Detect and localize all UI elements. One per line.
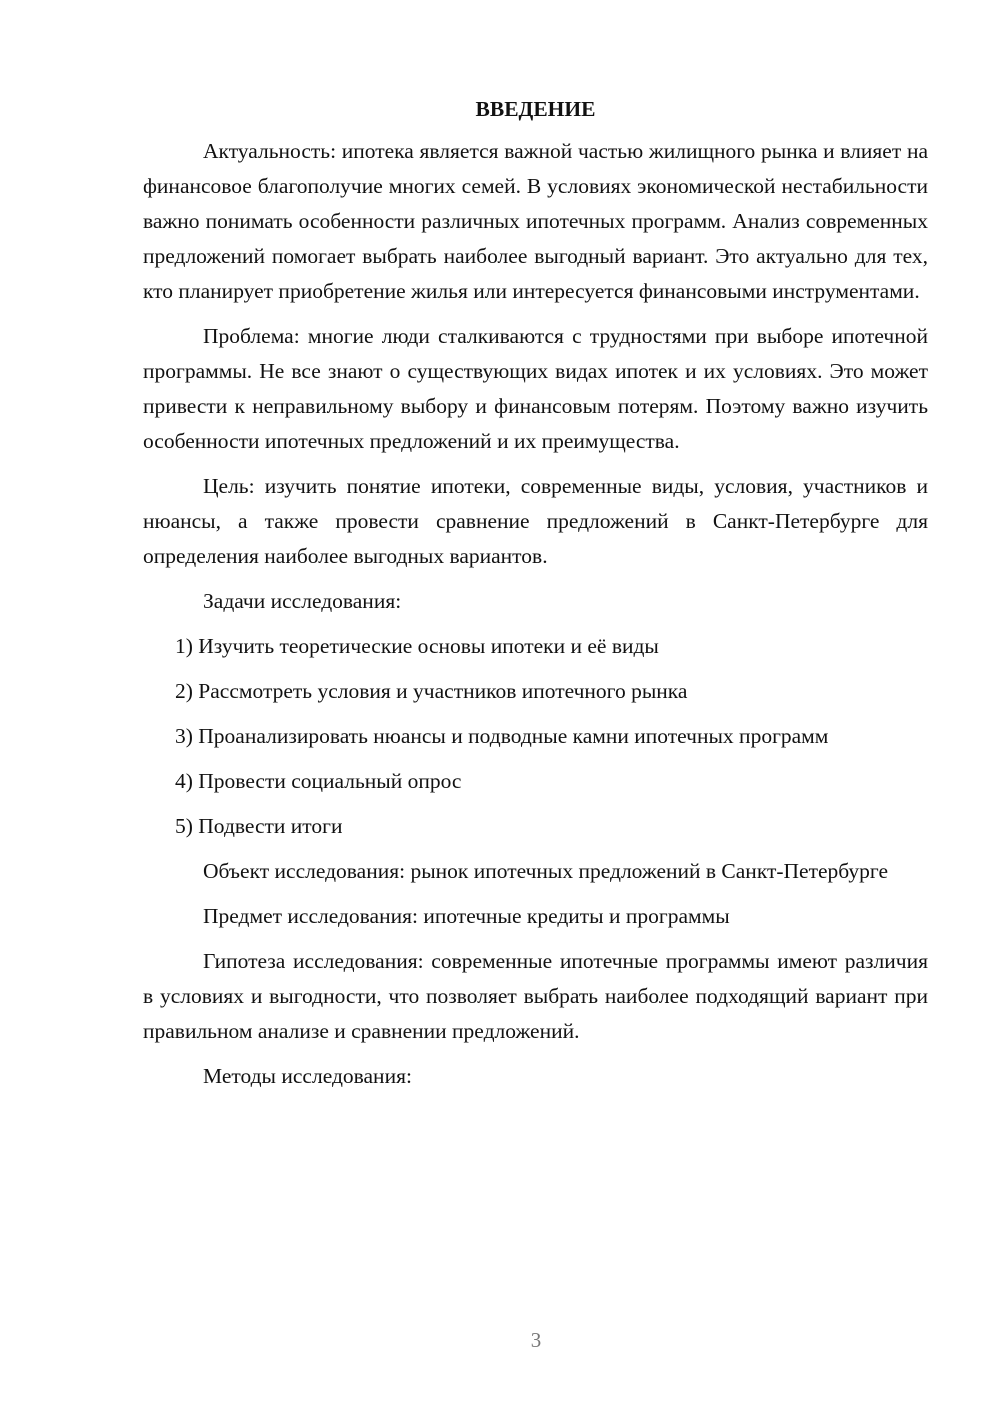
paragraph-relevance: Актуальность: ипотека является важной частью жилищного рынка и влияет на финансовое благополучие многих семей. В условиях экономической нестабильности важно понимать особенности различных ипотечных программ. Анализ современных предложений помогает выбрать наиболее выгодный вариант. Это актуально для тех, кто планирует приобретение жилья или интересуется финансовыми инструментами. bbox=[143, 139, 928, 303]
paragraph-object: Объект исследования: рынок ипотечных предложений в Санкт-Петербурге bbox=[203, 859, 888, 883]
page-number: 3 bbox=[530, 1328, 542, 1352]
task-item-2: 2) Рассмотреть условия и участников ипотечного рынка bbox=[175, 679, 688, 703]
task-item-4: 4) Провести социальный опрос bbox=[175, 769, 462, 793]
paragraph-hypothesis: Гипотеза исследования: современные ипотечные программы имеют различия в условиях и выгодности, что позволяет выбрать наиболее подходящий вариант при правильном анализе и сравнении предложений. bbox=[143, 949, 928, 1043]
task-item-1: 1) Изучить теоретические основы ипотеки и её виды bbox=[175, 634, 659, 658]
paragraph-subject: Предмет исследования: ипотечные кредиты и программы bbox=[203, 904, 730, 928]
task-item-5: 5) Подвести итоги bbox=[175, 814, 343, 838]
task-item-3: 3) Проанализировать нюансы и подводные камни ипотечных программ bbox=[175, 724, 829, 748]
paragraph-problem: Проблема: многие люди сталкиваются с трудностями при выборе ипотечной программы. Не все знают о существующих видах ипотек и их условиях. Это может привести к неправильному выбору и финансовым потерям. Поэтому важно изучить особенности ипотечных предложений и их преимущества. bbox=[143, 324, 928, 453]
section-heading: ВВЕДЕНИЕ bbox=[475, 97, 596, 121]
paragraph-goal: Цель: изучить понятие ипотеки, современные виды, условия, участников и нюансы, а также провести сравнение предложений в Санкт-Петербурге для определения наиболее выгодных вариантов. bbox=[143, 474, 928, 568]
tasks-title: Задачи исследования: bbox=[203, 589, 402, 613]
page-content bbox=[143, 92, 928, 1104]
methods-title: Методы исследования: bbox=[203, 1064, 412, 1088]
